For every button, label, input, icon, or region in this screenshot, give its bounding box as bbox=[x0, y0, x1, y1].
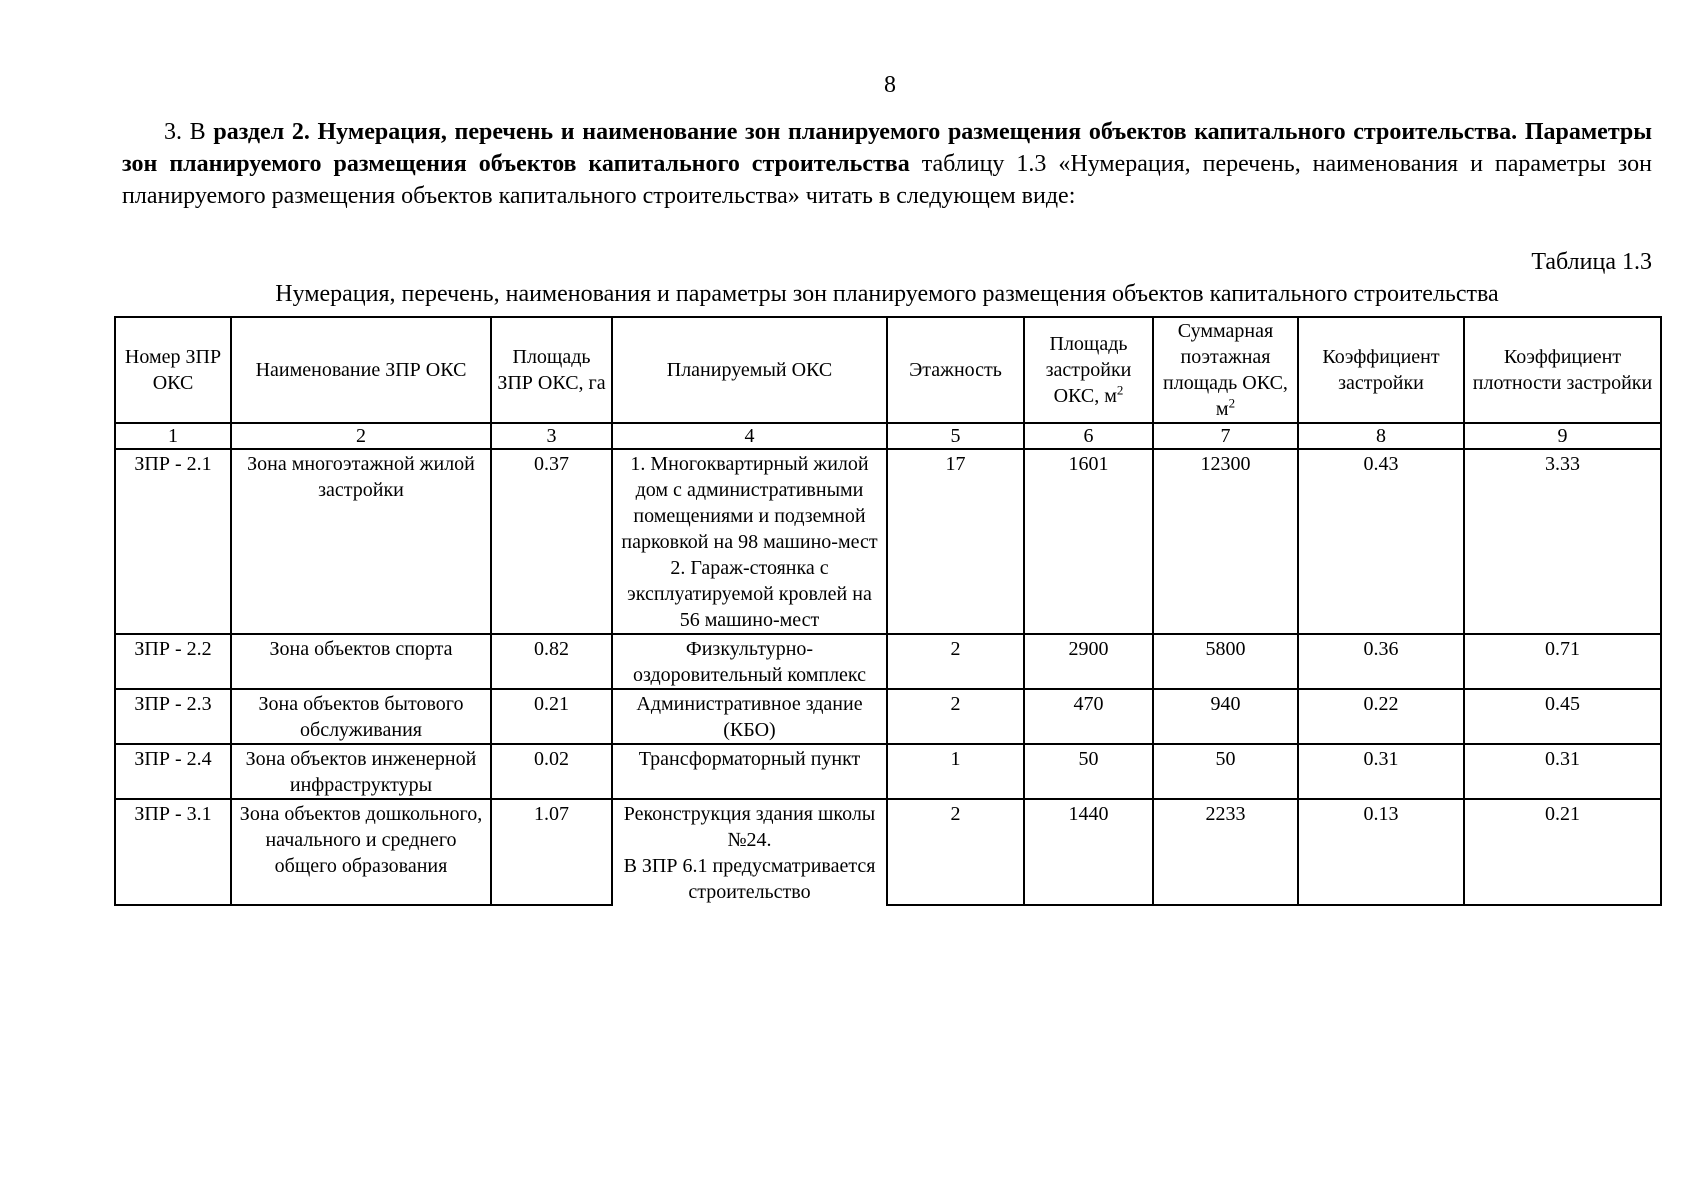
header-total-area-text: Суммарная поэтажная площадь ОКС, м bbox=[1163, 320, 1288, 420]
header-row bbox=[115, 317, 1661, 423]
cell-coef-density: 0.21 bbox=[1464, 799, 1661, 905]
cell-number: ЗПР - 2.2 bbox=[115, 634, 231, 689]
cell-coef-build: 0.22 bbox=[1298, 689, 1464, 744]
cell-build-area: 2900 bbox=[1024, 634, 1153, 689]
column-number: 1 bbox=[115, 423, 231, 449]
cell-area-ha: 0.21 bbox=[491, 689, 612, 744]
intro-tail-text: таблицу 1.3 «Нумерация, перечень, наименования и параметры зон планируемого размещения объектов капитального строительства» читать в следующем виде: bbox=[122, 151, 1652, 209]
header-total-area bbox=[1153, 317, 1298, 423]
column-number: 7 bbox=[1153, 423, 1298, 449]
cell-floors: 2 bbox=[887, 799, 1024, 905]
cell-name: Зона объектов дошкольного, начального и среднего общего образования bbox=[231, 799, 491, 905]
table-row bbox=[115, 689, 1661, 744]
column-number: 9 bbox=[1464, 423, 1661, 449]
header-planned-oks: Планируемый ОКС bbox=[612, 317, 887, 423]
header-coef-build: Коэффициент застройки bbox=[1298, 317, 1464, 423]
cell-build-area: 1601 bbox=[1024, 449, 1153, 634]
table-row bbox=[115, 799, 1661, 905]
cell-name: Зона объектов спорта bbox=[231, 634, 491, 689]
cell-total-area: 5800 bbox=[1153, 634, 1298, 689]
cell-coef-build: 0.43 bbox=[1298, 449, 1464, 634]
zones-table bbox=[114, 316, 1662, 906]
cell-coef-density: 3.33 bbox=[1464, 449, 1661, 634]
cell-floors: 17 bbox=[887, 449, 1024, 634]
table-row bbox=[115, 634, 1661, 689]
cell-planned-oks bbox=[612, 634, 887, 689]
cell-planned-oks bbox=[612, 744, 887, 799]
column-number: 3 bbox=[491, 423, 612, 449]
cell-coef-density: 0.71 bbox=[1464, 634, 1661, 689]
cell-coef-density: 0.31 bbox=[1464, 744, 1661, 799]
column-number: 2 bbox=[231, 423, 491, 449]
oks-line: 1. Многоквартирный жилой дом с административными помещениями и подземной парковкой на 98 машино-мест bbox=[621, 453, 878, 553]
cell-build-area: 470 bbox=[1024, 689, 1153, 744]
page-number: 8 bbox=[884, 72, 896, 98]
header-total-area-sup: 2 bbox=[1228, 395, 1236, 411]
cell-name: Зона объектов бытового обслуживания bbox=[231, 689, 491, 744]
table-row bbox=[115, 449, 1661, 634]
header-area-ha: Площадь ЗПР ОКС, га bbox=[491, 317, 612, 423]
oks-line: Административное здание (КБО) bbox=[636, 693, 863, 741]
cell-floors: 2 bbox=[887, 634, 1024, 689]
oks-line: Трансформаторный пункт bbox=[638, 748, 861, 770]
column-number: 5 bbox=[887, 423, 1024, 449]
column-number: 4 bbox=[612, 423, 887, 449]
column-number: 6 bbox=[1024, 423, 1153, 449]
header-build-area-text: Площадь застройки ОКС, м bbox=[1045, 333, 1132, 407]
column-number-row bbox=[115, 423, 1661, 449]
cell-area-ha: 0.37 bbox=[491, 449, 612, 634]
cell-area-ha: 0.02 bbox=[491, 744, 612, 799]
cell-number: ЗПР - 3.1 bbox=[115, 799, 231, 905]
cell-planned-oks bbox=[612, 799, 887, 905]
cell-total-area: 940 bbox=[1153, 689, 1298, 744]
header-number: Номер ЗПР ОКС bbox=[115, 317, 231, 423]
cell-total-area: 50 bbox=[1153, 744, 1298, 799]
cell-planned-oks bbox=[612, 689, 887, 744]
cell-coef-density: 0.45 bbox=[1464, 689, 1661, 744]
cell-name: Зона многоэтажной жилой застройки bbox=[231, 449, 491, 634]
oks-line: Физкультурно-оздоровительный комплекс bbox=[632, 638, 867, 686]
cell-area-ha: 1.07 bbox=[491, 799, 612, 905]
header-coef-density: Коэффициент плотности застройки bbox=[1464, 317, 1661, 423]
oks-line: 2. Гараж-стоянка с эксплуатируемой кровлей на 56 машино-мест bbox=[627, 557, 872, 631]
cell-name: Зона объектов инженерной инфраструктуры bbox=[231, 744, 491, 799]
column-number: 8 bbox=[1298, 423, 1464, 449]
header-build-area-sup: 2 bbox=[1116, 382, 1124, 398]
table-label: Таблица 1.3 bbox=[1531, 249, 1652, 275]
cell-coef-build: 0.31 bbox=[1298, 744, 1464, 799]
cell-floors: 1 bbox=[887, 744, 1024, 799]
cell-area-ha: 0.82 bbox=[491, 634, 612, 689]
table-row bbox=[115, 744, 1661, 799]
cell-number: ЗПР - 2.3 bbox=[115, 689, 231, 744]
cell-number: ЗПР - 2.4 bbox=[115, 744, 231, 799]
intro-bold-text: раздел 2. Нумерация, перечень и наименование зон планируемого размещения объектов капитального строительства. Параметры зон планируемого размещения объектов капитального строительства bbox=[122, 119, 1652, 177]
cell-coef-build: 0.13 bbox=[1298, 799, 1464, 905]
cell-floors: 2 bbox=[887, 689, 1024, 744]
cell-planned-oks bbox=[612, 449, 887, 634]
header-floors: Этажность bbox=[887, 317, 1024, 423]
cell-total-area: 12300 bbox=[1153, 449, 1298, 634]
intro-paragraph bbox=[122, 116, 1652, 212]
oks-line: Реконструкция здания школы №24. bbox=[623, 803, 876, 851]
cell-number: ЗПР - 2.1 bbox=[115, 449, 231, 634]
oks-line: В ЗПР 6.1 предусматривается строительство bbox=[623, 855, 876, 903]
table-title: Нумерация, перечень, наименования и параметры зон планируемого размещения объектов капитального строительства bbox=[275, 281, 1499, 307]
cell-total-area: 2233 bbox=[1153, 799, 1298, 905]
intro-lead-text: 3. В bbox=[164, 119, 206, 145]
cell-build-area: 50 bbox=[1024, 744, 1153, 799]
cell-coef-build: 0.36 bbox=[1298, 634, 1464, 689]
header-build-area bbox=[1024, 317, 1153, 423]
header-name: Наименование ЗПР ОКС bbox=[231, 317, 491, 423]
cell-build-area: 1440 bbox=[1024, 799, 1153, 905]
